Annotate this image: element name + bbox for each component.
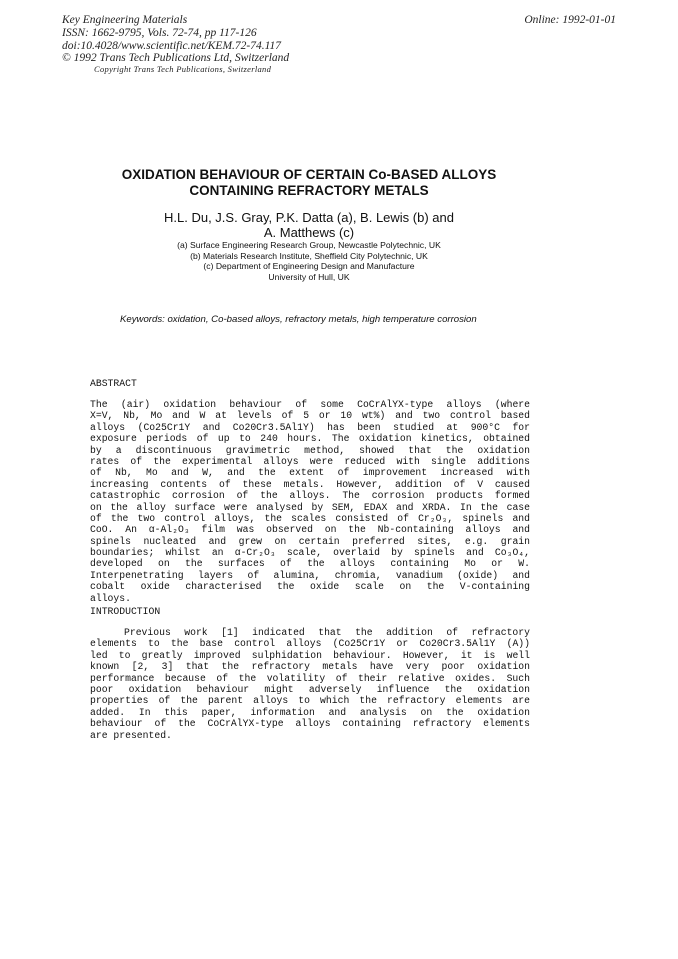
title-line-2: CONTAINING REFRACTORY METALS xyxy=(189,183,429,198)
introduction-line: added. In this paper, information and analysis on the oxidation xyxy=(90,706,530,718)
affiliation-c: (c) Department of Engineering Design and Manufacture xyxy=(203,261,415,272)
abstract-line: CoO. An α-Al₂O₃ film was observed on the Nb-containing alloys and xyxy=(90,524,530,536)
keywords: Keywords: oxidation, Co-based alloys, refractory metals, high temperature corrosion xyxy=(120,314,477,325)
abstract-line: spinels nucleated and grew on certain preferred sites, e.g. grain xyxy=(90,535,530,547)
introduction-line: led to greatly improved sulphidation behaviour. However, it is well xyxy=(90,649,530,661)
abstract-line: rates of the experimental alloys were reduced with single additions xyxy=(90,455,530,467)
abstract-line: alloys (Co25Cr1Y and Co20Cr3.5Al1Y) has been studied at 900°C for xyxy=(90,421,530,433)
introduction-first-line-text: Previous work [1] indicated that the addition of refractory xyxy=(124,627,530,638)
abstract-line: by a discontinuous gravimetric method, showed that the oxidation xyxy=(90,444,530,456)
doi-line: doi:10.4028/www.scientific.net/KEM.72-74.117 xyxy=(62,39,282,52)
copyright-line: © 1992 Trans Tech Publications Ltd, Switzerland xyxy=(62,52,290,65)
authors-line-2: A. Matthews (c) xyxy=(263,225,355,240)
introduction-body xyxy=(90,627,530,741)
introduction-heading: INTRODUCTION xyxy=(90,606,161,617)
introduction-line: are presented. xyxy=(90,729,172,741)
introduction-line: properties of the parent alloys to which the refractory elements are xyxy=(90,695,530,707)
abstract-line: Interpenetrating layers of alumina, chromia, vanadium (oxide) and xyxy=(90,569,530,581)
publication-header xyxy=(62,14,289,74)
affiliation-b: (b) Materials Research Institute, Sheffield City Polytechnic, UK xyxy=(190,250,428,261)
abstract-line: of Nb, Mo and W, and the extent of improvement increased with xyxy=(90,467,530,479)
affiliations xyxy=(0,240,618,282)
authors-line-1: H.L. Du, J.S. Gray, P.K. Datta (a), B. Lewis (b) and xyxy=(164,210,454,225)
abstract-line: exposure periods of up to 240 hours. The oxidation kinetics, obtained xyxy=(90,433,530,445)
copyright-stamp: Copyright Trans Tech Publications, Switzerland xyxy=(94,64,272,75)
introduction-line xyxy=(90,627,530,638)
abstract-line: X=V, Nb, Mo and W at levels of 5 or 10 wt%) and two control based xyxy=(90,410,530,422)
introduction-line: elements to the base control alloys (Co25Cr1Y or Co20Cr3.5Al1Y (A)) xyxy=(90,638,530,650)
abstract-body xyxy=(90,399,530,604)
abstract-line: The (air) oxidation behaviour of some CoCrAlYX-type alloys (where xyxy=(90,399,530,410)
introduction-line: known [2, 3] that the refractory metals have very poor oxidation xyxy=(90,661,530,673)
abstract-line: on the alloy surface were analysed by SEM, EDAX and XRDA. In the case xyxy=(90,501,530,513)
introduction-line: performance because of the volatility of their relative oxides. Such xyxy=(90,672,530,684)
affiliation-a: (a) Surface Engineering Research Group, Newcastle Polytechnic, UK xyxy=(177,240,441,250)
abstract-line: alloys. xyxy=(90,592,131,604)
abstract-line: cobalt oxide characterised the oxide scale on the V-containing xyxy=(90,581,530,593)
title-line-1: OXIDATION BEHAVIOUR OF CERTAIN Co-BASED ALLOYS xyxy=(121,167,497,182)
abstract-line: boundaries; whilst an α-Cr₂O₃ scale, overlaid by spinels and Co₃O₄, xyxy=(90,547,530,559)
abstract-line: developed on the surfaces of the alloys containing Mo or W. xyxy=(90,558,530,570)
introduction-line: poor oxidation behaviour might adversely influence the oxidation xyxy=(90,683,530,695)
abstract-line: of the two control alloys, the scales consisted of Cr₂O₃, spinels and xyxy=(90,512,530,524)
abstract-line: catastrophic corrosion of the alloys. The corrosion products formed xyxy=(90,490,530,502)
issn-line: ISSN: 1662-9795, Vols. 72-74, pp 117-126 xyxy=(62,26,257,39)
abstract-heading: ABSTRACT xyxy=(90,378,137,389)
paper-title xyxy=(0,167,618,199)
journal-name: Key Engineering Materials xyxy=(62,14,188,26)
abstract-line: increasing contents of these metals. However, addition of V caused xyxy=(90,478,530,490)
affiliation-c-university: University of Hull, UK xyxy=(268,271,350,282)
introduction-line: behaviour of the CoCrAlYX-type alloys containing refractory elements xyxy=(90,718,530,730)
author-list xyxy=(0,210,618,240)
online-date: Online: 1992-01-01 xyxy=(524,14,616,26)
